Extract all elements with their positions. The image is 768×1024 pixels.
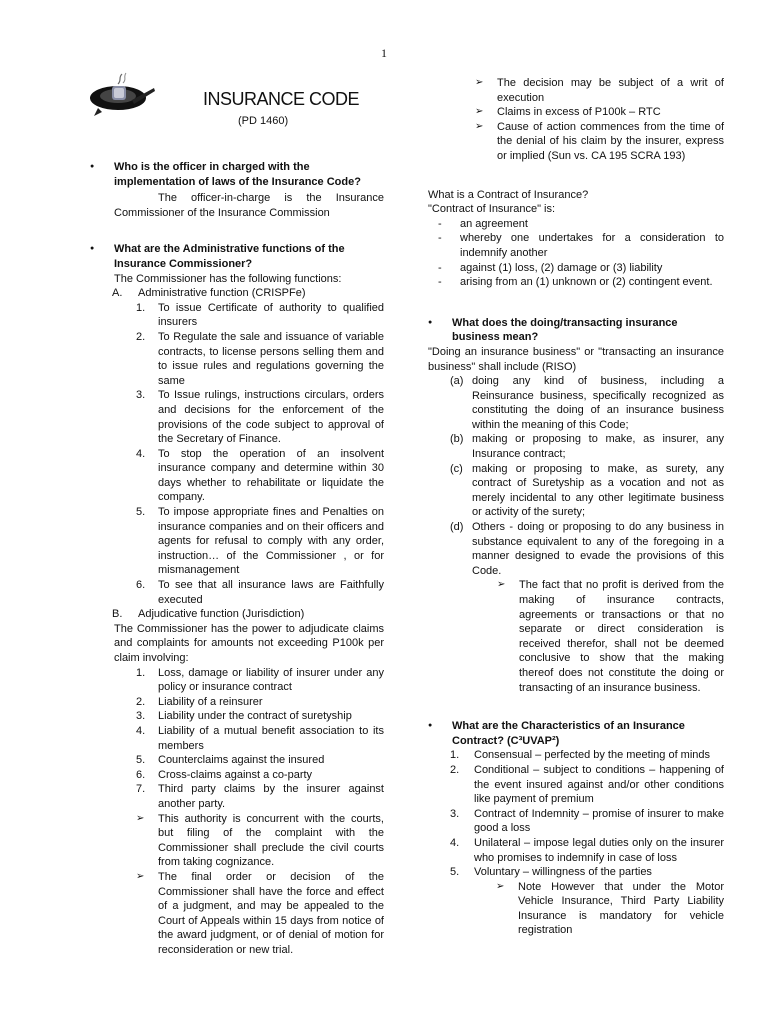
doing-business-intro: "Doing an insurance business" or "transacting an insurance business" shall include (RISO) — [428, 345, 724, 373]
question-doing-business: ● What does the doing/transacting insurance business mean? — [428, 316, 724, 345]
list-item: (c) making or proposing to make, as surety, any contract of Suretyship as a vocation and not as merely incidental to any other legitimate business or activity of the surety; — [450, 462, 724, 519]
section-b-marker: B. — [112, 608, 123, 621]
list-item: 4. Unilateral – impose legal duties only on the insurer who promises to indemnify in case of loss — [450, 836, 724, 864]
note-motor-vehicle: ➢ Note However that under the Motor Vehicle Insurance, Third Party Liability Insurance is mandatory for vehicle registration — [496, 880, 724, 938]
list-item: 1. To issue Certificate of authority to qualified insurers — [136, 301, 384, 329]
right-column — [428, 76, 724, 938]
answer-officer: The officer-in-charge is the Insurance Commissioner of the Insurance Commission — [114, 192, 384, 219]
list-item: 5. To impose appropriate fines and Penalties on insurance companies and on their officers and agents for refusal to comply with any order, instruction… of the Commissioner , or for mismanagement — [136, 506, 384, 577]
list-item: 2. Liability of a reinsurer — [136, 695, 263, 708]
contract-intro: "Contract of Insurance" is: — [428, 203, 556, 216]
list-item: - against (1) loss, (2) damage or (3) liability — [428, 261, 724, 276]
list-item: 2. Conditional – subject to conditions – happening of the event insured against and/or other conditions like payment of premium — [450, 763, 724, 806]
question-officer: ● Who is the officer in charged with the implementation of laws of the Insurance Code? — [90, 160, 384, 189]
characteristics-list — [428, 748, 724, 879]
note-claims-excess: ➢ Claims in excess of P100k – RTC — [475, 105, 724, 120]
note-no-profit: ➢ The fact that no profit is derived from the making of insurance contracts, agreements or transactions or that no separate or direct consideration is received therefor, shall not be deemed conclusive to show that the making thereof does not constitute the doing or transacting of an insurance business. — [497, 578, 724, 695]
note-concurrent: ➢ This authority is concurrent with the courts, but filing of the complaint with the Commissioner shall preclude the civil courts from taking cognizance. — [136, 812, 384, 870]
list-item: - whereby one undertakes for a consideration to indemnify another — [428, 231, 724, 260]
adjudicative-notes — [90, 812, 384, 958]
voluntary-note-wrap — [428, 880, 724, 938]
question-contract: What is a Contract of Insurance? — [428, 188, 589, 201]
list-item: 1. Loss, damage or liability of insurer under any policy or insurance contract — [136, 666, 384, 694]
list-item: - an agreement — [428, 217, 724, 232]
list-item: 2. To Regulate the sale and issuance of variable contracts, to license persons selling them and to issue rules and regulations governing the same — [136, 330, 384, 387]
section-b — [90, 607, 384, 622]
document-title: INSURANCE CODE — [203, 89, 360, 109]
list-item: 6. Cross-claims against a co-party — [136, 768, 313, 781]
section-a-marker: A. — [112, 287, 123, 300]
section-a — [90, 286, 384, 301]
page-number: 1 — [381, 46, 387, 60]
list-item: 1. Consensual – perfected by the meeting of minds — [450, 749, 711, 762]
list-item: 6. To see that all insurance laws are Faithfully executed — [136, 579, 384, 606]
list-item: 4. To stop the operation of an insolvent insurance company and determine within 30 days whether to rehabilitate or liquidate the company. — [136, 447, 384, 504]
insurance-logo-icon — [88, 70, 156, 118]
list-item: 5. Voluntary – willingness of the parties — [450, 866, 652, 879]
document-subtitle: (PD 1460) — [238, 115, 289, 127]
decision-notes — [428, 76, 724, 164]
list-item: (a) doing any kind of business, including a Reinsurance business, specifically recognized as constituting the doing of an insurance business within the meaning of this Code; — [450, 375, 724, 431]
admin-functions-intro: The Commissioner has the following functions: — [114, 272, 342, 285]
riso-list — [428, 374, 724, 578]
section-b-intro: The Commissioner has the power to adjudicate claims and complaints for amounts not exceeding P100k per claim involving: — [114, 622, 384, 664]
question-admin-functions: ● What are the Administrative functions of the Insurance Commissioner? — [90, 242, 384, 271]
list-item: 4. Liability of a mutual benefit association to its members — [136, 724, 384, 752]
question-characteristics: ● What are the Characteristics of an Insurance Contract? (C³UVAP²) — [428, 719, 724, 748]
list-item: 3. To Issue rulings, instructions circulars, orders and decisions for the enforcement of the provisions of the code subject to approval of the Secretary of Finance. — [136, 389, 384, 446]
left-column — [90, 160, 384, 957]
list-item: (b) making or proposing to make, as insurer, any Insurance contract; — [450, 433, 724, 461]
list-item: 7. Third party claims by the insurer against another party. — [136, 783, 384, 810]
section-a-label: Administrative function (CRISPFe) — [138, 287, 306, 300]
list-item: (d) Others - doing or proposing to do any business in substance equivalent to any of the foregoing in a manner designed to evade the provisions of this Code. — [450, 521, 724, 577]
section-b-label: Adjudicative function (Jurisdiction) — [138, 608, 305, 621]
note-final-order: ➢ The final order or decision of the Commissioner shall have the force and effect of a judgment, and may be appealed to the Court of Appeals within 15 days from notice of the award judgment, or of denial of motion for reconsideration or new trial. — [136, 870, 384, 958]
list-item: - arising from an (1) unknown or (2) contingent event. — [428, 275, 724, 290]
contract-list — [428, 217, 724, 290]
list-item: 3. Liability under the contract of suretyship — [136, 710, 352, 723]
note-writ: ➢ The decision may be subject of a writ of execution — [475, 76, 724, 105]
admin-function-list — [90, 301, 384, 607]
list-item: 5. Counterclaims against the insured — [136, 754, 325, 767]
note-cause-of-action: ➢ Cause of action commences from the time of the denial of his claim by the insurer, express or implied (Sun vs. CA 195 SCRA 193) — [475, 120, 724, 164]
adjudicative-list — [90, 666, 384, 812]
riso-note-wrap — [428, 578, 724, 695]
list-item: 3. Contract of Indemnity – promise of insurer to make good a loss — [450, 807, 724, 835]
